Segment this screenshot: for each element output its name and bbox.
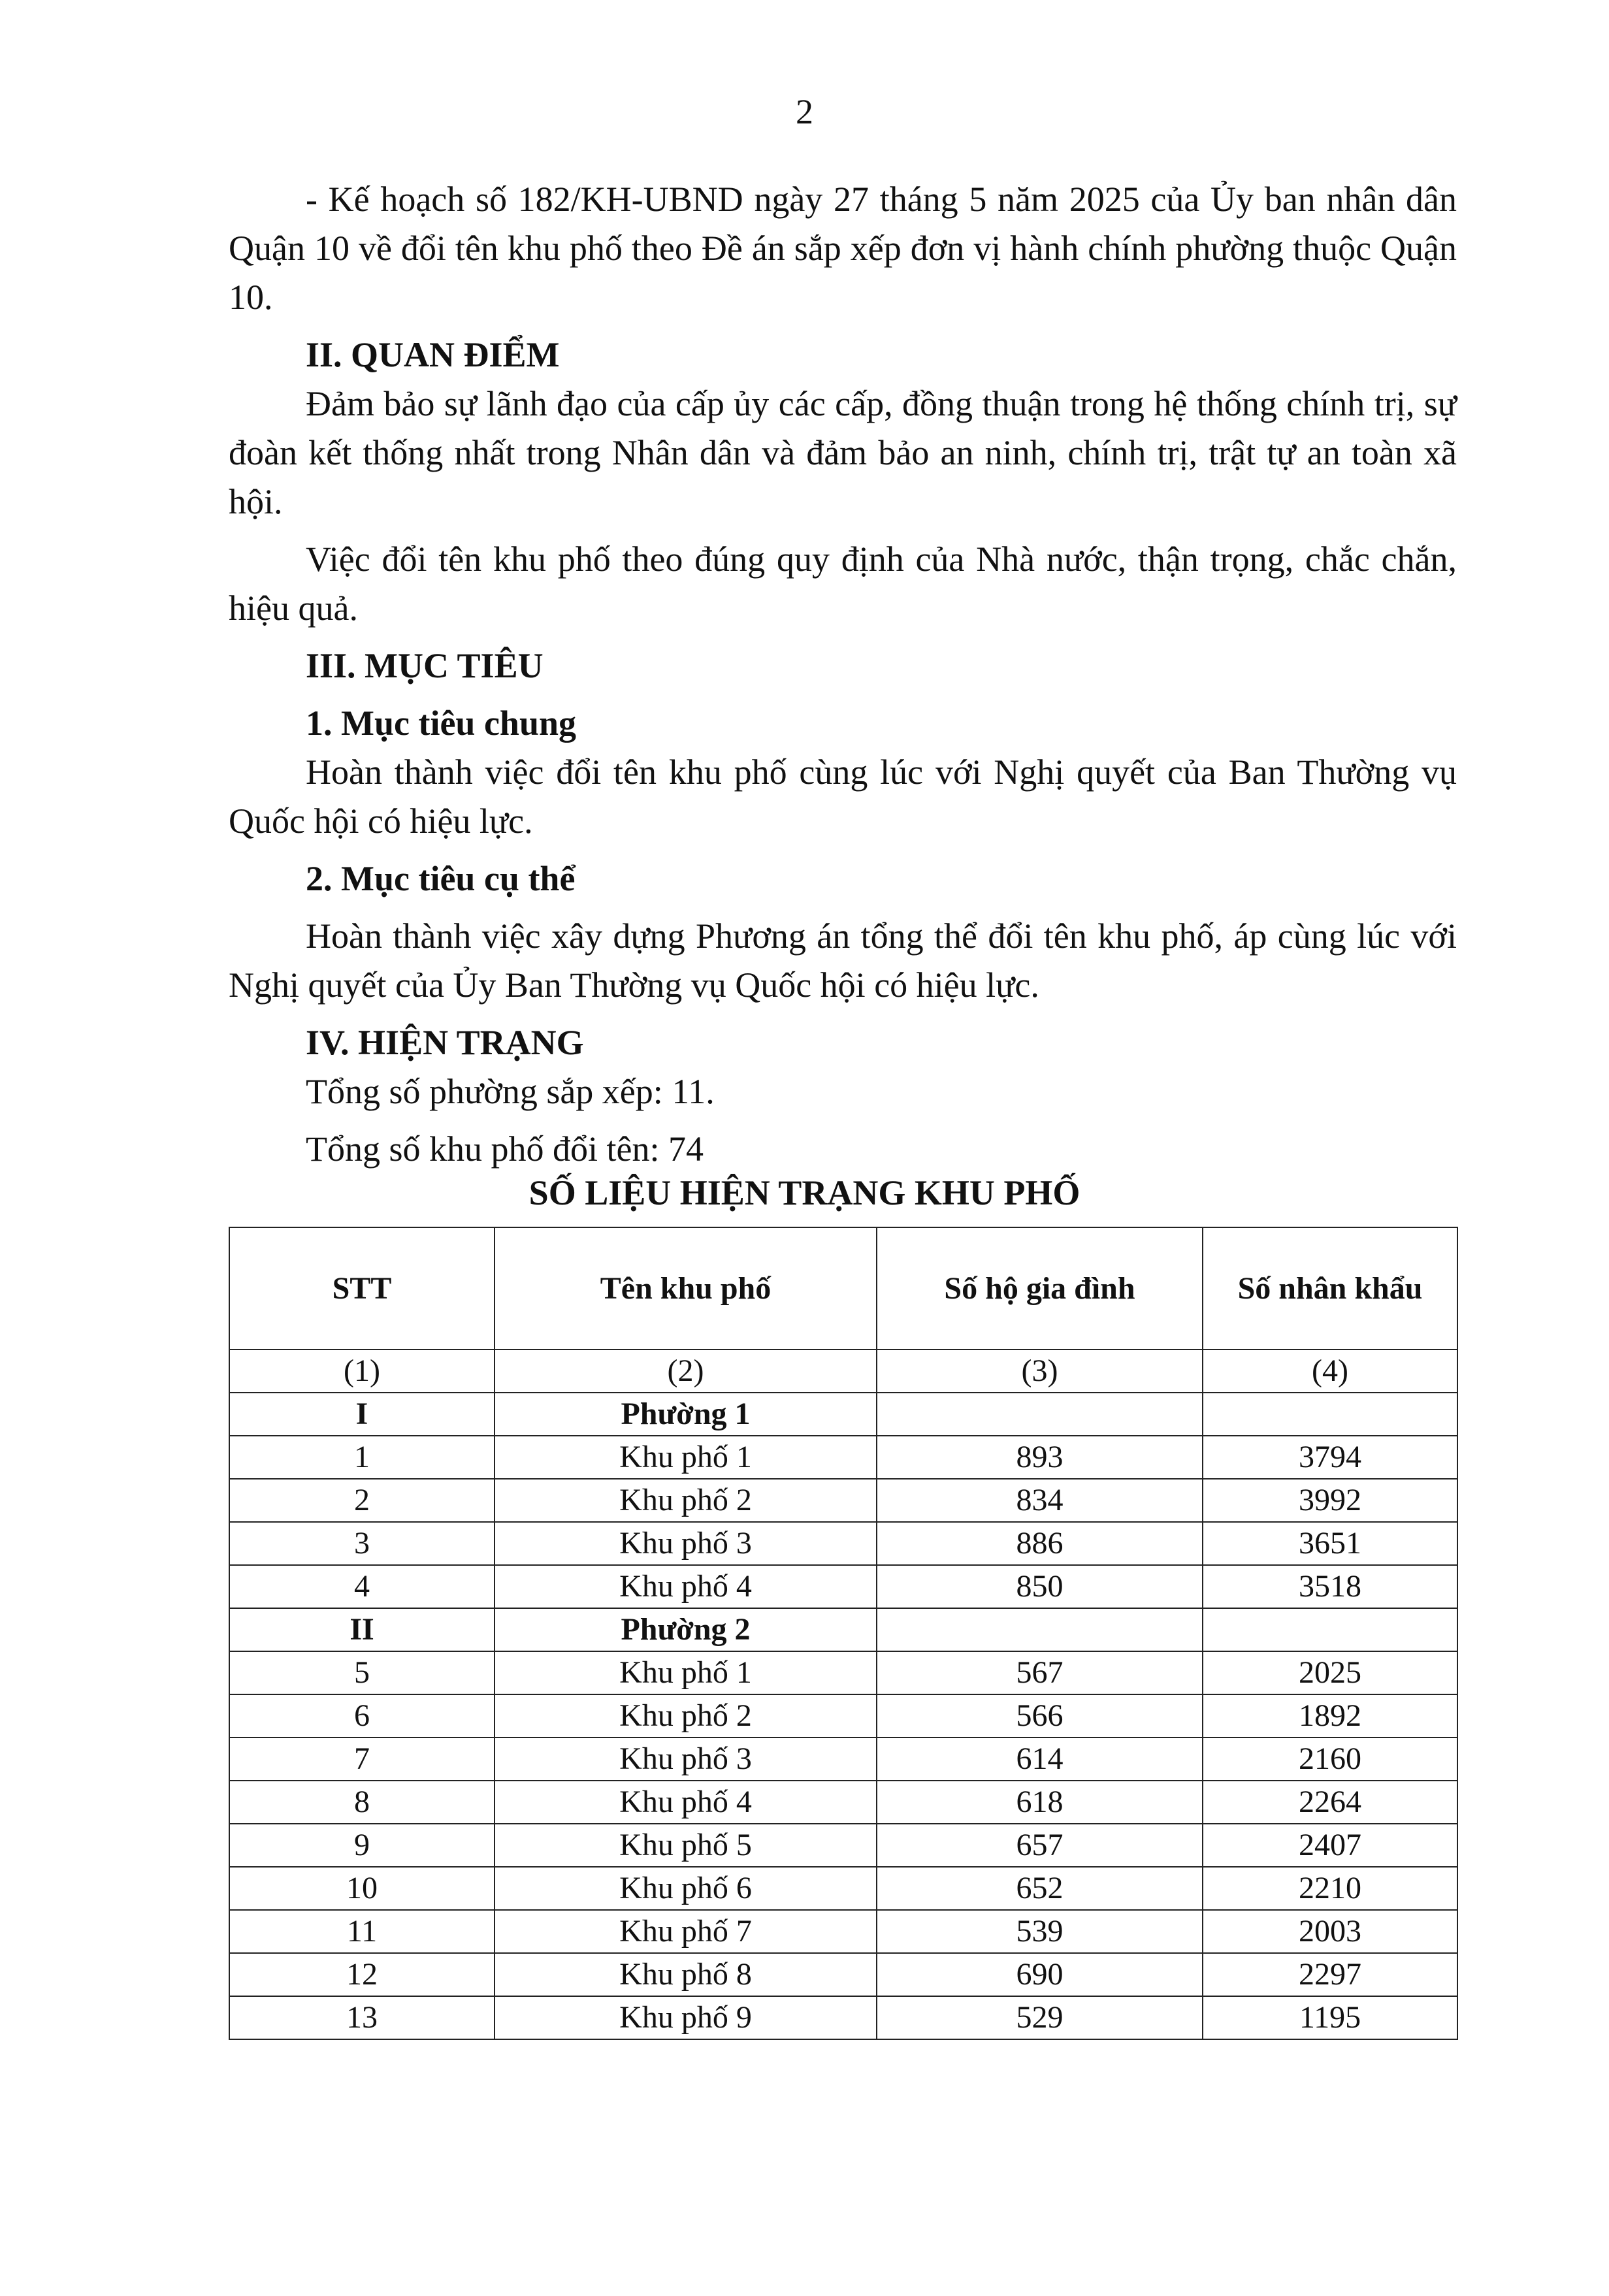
households-cell: 567 xyxy=(877,1651,1203,1694)
stt-cell: II xyxy=(229,1608,495,1651)
households-cell xyxy=(877,1393,1203,1436)
stt-cell: 10 xyxy=(229,1867,495,1910)
table-row xyxy=(229,1824,1457,1867)
stt-cell: 12 xyxy=(229,1953,495,1996)
population-cell: 3992 xyxy=(1203,1479,1457,1522)
section-heading-current-status: IV. HIỆN TRẠNG xyxy=(306,1023,584,1062)
table-row xyxy=(229,1910,1457,1953)
column-number-row xyxy=(229,1350,1457,1393)
quarter-name-cell: Khu phố 1 xyxy=(495,1651,877,1694)
table-row xyxy=(229,1522,1457,1565)
quarter-status-table xyxy=(229,1227,1458,2040)
households-cell: 886 xyxy=(877,1522,1203,1565)
column-number-cell: (1) xyxy=(229,1350,495,1393)
header-cell: Số nhân khẩu xyxy=(1203,1227,1457,1350)
plan-reference-paragraph: - Kế hoạch số 182/KH-UBND ngày 27 tháng 5 năm 2025 của Ủy ban nhân dân Quận 10 về đổi tên khu phố theo Đề án sắp xếp đơn vị hành chính phường thuộc Quận 10. xyxy=(229,180,1457,317)
stt-cell: 8 xyxy=(229,1781,495,1824)
table-header-row xyxy=(229,1227,1457,1350)
stt-cell: 6 xyxy=(229,1694,495,1738)
quarter-name-cell: Khu phố 3 xyxy=(495,1522,877,1565)
population-cell xyxy=(1203,1393,1457,1436)
table-row xyxy=(229,1694,1457,1738)
subheading-specific-objective: 2. Mục tiêu cụ thể xyxy=(306,859,576,898)
households-cell: 614 xyxy=(877,1738,1203,1781)
specific-objective-paragraph: Hoàn thành việc xây dựng Phương án tổng thể đổi tên khu phố, áp cùng lúc với Nghị quyết của Ủy Ban Thường vụ Quốc hội có hiệu lực. xyxy=(229,916,1457,1005)
table-row xyxy=(229,1436,1457,1479)
population-cell: 1195 xyxy=(1203,1996,1457,2039)
ward-group-row xyxy=(229,1393,1457,1436)
stt-cell: 5 xyxy=(229,1651,495,1694)
quarter-name-cell: Khu phố 5 xyxy=(495,1824,877,1867)
quarter-name-cell: Khu phố 2 xyxy=(495,1479,877,1522)
section-heading-objectives: III. MỤC TIÊU xyxy=(306,646,544,685)
population-cell: 3518 xyxy=(1203,1565,1457,1608)
stt-cell: 4 xyxy=(229,1565,495,1608)
quarter-name-cell: Phường 2 xyxy=(495,1608,877,1651)
viewpoint-paragraph-1: Đảm bảo sự lãnh đạo của cấp ủy các cấp, đồng thuận trong hệ thống chính trị, sự đoàn kết thống nhất trong Nhân dân và đảm bảo an ninh, chính trị, trật tự an toàn xã hội. xyxy=(229,384,1457,521)
households-cell: 618 xyxy=(877,1781,1203,1824)
quarter-name-cell: Khu phố 7 xyxy=(495,1910,877,1953)
table-row xyxy=(229,1738,1457,1781)
quarter-name-cell: Khu phố 8 xyxy=(495,1953,877,1996)
column-number-cell: (4) xyxy=(1203,1350,1457,1393)
header-cell: STT xyxy=(229,1227,495,1350)
households-cell xyxy=(877,1608,1203,1651)
stt-cell: 2 xyxy=(229,1479,495,1522)
stt-cell: 13 xyxy=(229,1996,495,2039)
households-cell: 657 xyxy=(877,1824,1203,1867)
table-row xyxy=(229,1781,1457,1824)
section-heading-viewpoint: II. QUAN ĐIỂM xyxy=(306,335,560,374)
quarter-name-cell: Khu phố 4 xyxy=(495,1781,877,1824)
stt-cell: 7 xyxy=(229,1738,495,1781)
table-row xyxy=(229,1953,1457,1996)
header-cell: Tên khu phố xyxy=(495,1227,877,1350)
table-row xyxy=(229,1565,1457,1608)
stt-cell: 11 xyxy=(229,1910,495,1953)
population-cell: 3794 xyxy=(1203,1436,1457,1479)
quarter-name-cell: Khu phố 4 xyxy=(495,1565,877,1608)
document-body xyxy=(229,175,1457,1174)
quarter-name-cell: Khu phố 9 xyxy=(495,1996,877,2039)
header-cell: Số hộ gia đình xyxy=(877,1227,1203,1350)
total-wards-line: Tổng số phường sắp xếp: 11. xyxy=(306,1072,715,1111)
population-cell: 2407 xyxy=(1203,1824,1457,1867)
table-row xyxy=(229,1996,1457,2039)
households-cell: 690 xyxy=(877,1953,1203,1996)
population-cell: 2297 xyxy=(1203,1953,1457,1996)
households-cell: 834 xyxy=(877,1479,1203,1522)
households-cell: 539 xyxy=(877,1910,1203,1953)
households-cell: 893 xyxy=(877,1436,1203,1479)
subheading-general-objective: 1. Mục tiêu chung xyxy=(306,703,577,743)
population-cell: 3651 xyxy=(1203,1522,1457,1565)
ward-group-row xyxy=(229,1608,1457,1651)
quarter-name-cell: Phường 1 xyxy=(495,1393,877,1436)
quarter-name-cell: Khu phố 3 xyxy=(495,1738,877,1781)
stt-cell: I xyxy=(229,1393,495,1436)
stt-cell: 1 xyxy=(229,1436,495,1479)
population-cell: 2210 xyxy=(1203,1867,1457,1910)
stt-cell: 9 xyxy=(229,1824,495,1867)
population-cell: 2003 xyxy=(1203,1910,1457,1953)
households-cell: 652 xyxy=(877,1867,1203,1910)
quarter-name-cell: Khu phố 6 xyxy=(495,1867,877,1910)
table-row xyxy=(229,1651,1457,1694)
table-row xyxy=(229,1867,1457,1910)
population-cell: 2264 xyxy=(1203,1781,1457,1824)
households-cell: 566 xyxy=(877,1694,1203,1738)
population-cell xyxy=(1203,1608,1457,1651)
quarter-name-cell: Khu phố 1 xyxy=(495,1436,877,1479)
households-cell: 529 xyxy=(877,1996,1203,2039)
table-row xyxy=(229,1479,1457,1522)
quarter-name-cell: Khu phố 2 xyxy=(495,1694,877,1738)
stt-cell: 3 xyxy=(229,1522,495,1565)
table-body xyxy=(229,1350,1457,2039)
population-cell: 2025 xyxy=(1203,1651,1457,1694)
total-quarters-line: Tổng số khu phố đổi tên: 74 xyxy=(306,1129,704,1169)
population-cell: 1892 xyxy=(1203,1694,1457,1738)
viewpoint-paragraph-2: Việc đổi tên khu phố theo đúng quy định của Nhà nước, thận trọng, chắc chắn, hiệu quả. xyxy=(229,540,1457,628)
page-number: 2 xyxy=(796,92,813,131)
column-number-cell: (2) xyxy=(495,1350,877,1393)
table-title: SỐ LIỆU HIỆN TRẠNG KHU PHỐ xyxy=(528,1173,1081,1212)
population-cell: 2160 xyxy=(1203,1738,1457,1781)
column-number-cell: (3) xyxy=(877,1350,1203,1393)
households-cell: 850 xyxy=(877,1565,1203,1608)
general-objective-paragraph: Hoàn thành việc đổi tên khu phố cùng lúc với Nghị quyết của Ban Thường vụ Quốc hội có hiệu lực. xyxy=(229,752,1457,841)
